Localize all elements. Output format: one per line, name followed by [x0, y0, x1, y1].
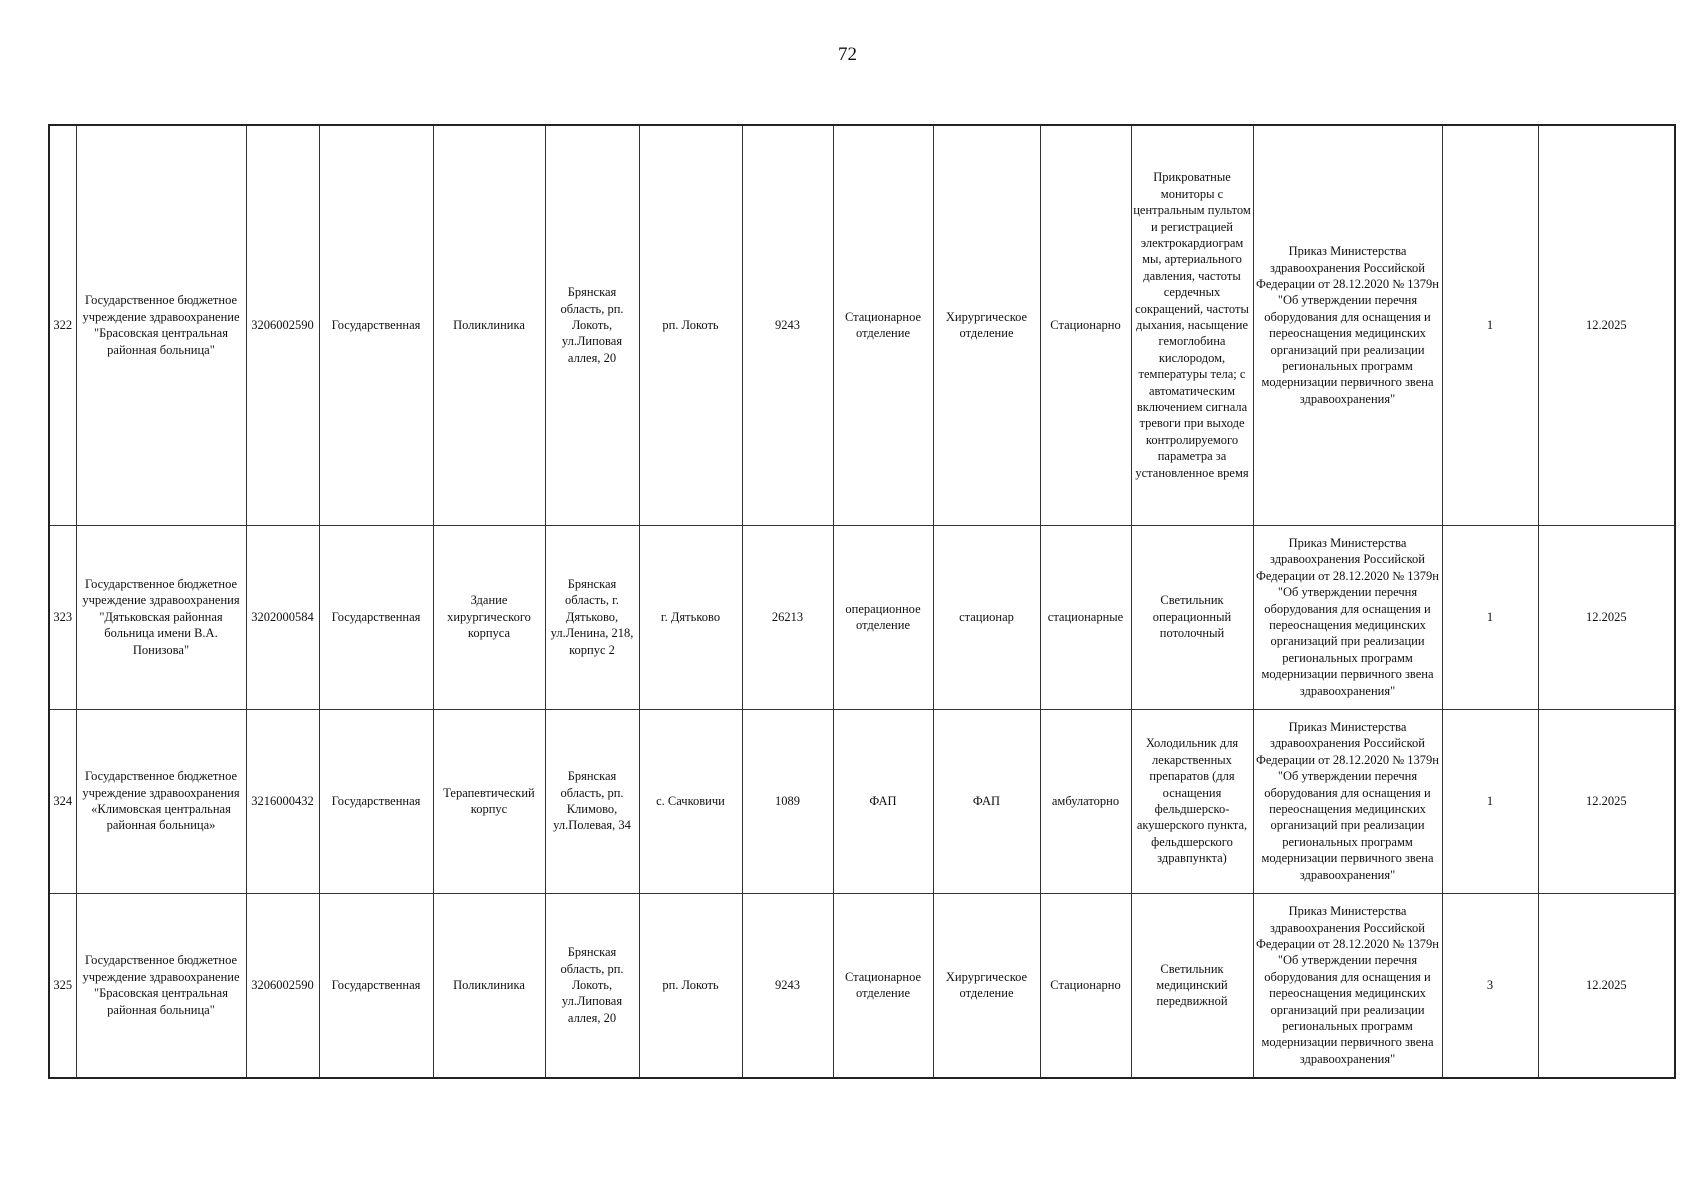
- ownership-form: Государственная: [319, 525, 433, 709]
- population: 9243: [742, 893, 833, 1078]
- locality: рп. Локоть: [639, 125, 742, 525]
- table-row: [49, 893, 1675, 1078]
- care-form: амбулаторно: [1040, 709, 1131, 893]
- institution-name: Государственное бюджетное учреждение здравоохранение "Брасовская центральная районная больница": [76, 125, 246, 525]
- inn-code: 3206002590: [246, 125, 319, 525]
- legal-basis: Приказ Министерства здравоохранения Российской Федерации от 28.12.2020 № 1379н "Об утверждении перечня оборудования для оснащения и переоснащения медицинских организаций при реализации региональных программ модернизации первичного звена здравоохранения": [1253, 893, 1442, 1078]
- ownership-form: Государственная: [319, 893, 433, 1078]
- table-row: [49, 525, 1675, 709]
- address: Брянская область, рп. Локоть, ул.Липовая аллея, 20: [545, 893, 639, 1078]
- equipment-name: Светильник операционный потолочный: [1131, 525, 1253, 709]
- row-number: 325: [49, 893, 76, 1078]
- quantity: 1: [1442, 709, 1538, 893]
- population: 9243: [742, 125, 833, 525]
- building-name: Поликлиника: [433, 893, 545, 1078]
- unit: стационар: [933, 525, 1040, 709]
- institution-name: Государственное бюджетное учреждение здравоохранения «Климовская центральная районная больница»: [76, 709, 246, 893]
- care-form: Стационарно: [1040, 893, 1131, 1078]
- due-date: 12.2025: [1538, 893, 1675, 1078]
- department: Стационарное отделение: [833, 893, 933, 1078]
- legal-basis: Приказ Министерства здравоохранения Российской Федерации от 28.12.2020 № 1379н "Об утверждении перечня оборудования для оснащения и переоснащения медицинских организаций при реализации региональных программ модернизации первичного звена здравоохранения": [1253, 525, 1442, 709]
- unit: Хирургическое отделение: [933, 125, 1040, 525]
- population: 26213: [742, 525, 833, 709]
- inn-code: 3202000584: [246, 525, 319, 709]
- quantity: 1: [1442, 125, 1538, 525]
- care-form: стационарные: [1040, 525, 1131, 709]
- table-row: [49, 125, 1675, 525]
- locality: рп. Локоть: [639, 893, 742, 1078]
- quantity: 1: [1442, 525, 1538, 709]
- due-date: 12.2025: [1538, 525, 1675, 709]
- inn-code: 3206002590: [246, 893, 319, 1078]
- institution-name: Государственное бюджетное учреждение здравоохранение "Брасовская центральная районная больница": [76, 893, 246, 1078]
- inn-code: 3216000432: [246, 709, 319, 893]
- equipment-name: Холодильник для лекарственных препаратов (для оснащения фельдшерско-акушерского пункта, фельдшерского здравпункта): [1131, 709, 1253, 893]
- ownership-form: Государственная: [319, 125, 433, 525]
- equipment-name: Светильник медицинский передвижной: [1131, 893, 1253, 1078]
- legal-basis: Приказ Министерства здравоохранения Российской Федерации от 28.12.2020 № 1379н "Об утверждении перечня оборудования для оснащения и переоснащения медицинских организаций при реализации региональных программ модернизации первичного звена здравоохранения": [1253, 709, 1442, 893]
- ownership-form: Государственная: [319, 709, 433, 893]
- equipment-registry-table: [48, 124, 1676, 1079]
- table-row: [49, 709, 1675, 893]
- row-number: 324: [49, 709, 76, 893]
- equipment-name: Прикроватные мониторы с центральным пультом и регистрацией электрокардиограм мы, артериального давления, частоты сердечных сокращений, частоты дыхания, насыщение гемоглобина кислородом, температуры тела; с автоматическим включением сигнала тревоги при выходе контролируемого параметра за установленное время: [1131, 125, 1253, 525]
- unit: Хирургическое отделение: [933, 893, 1040, 1078]
- department: ФАП: [833, 709, 933, 893]
- building-name: Поликлиника: [433, 125, 545, 525]
- building-name: Терапевтический корпус: [433, 709, 545, 893]
- address: Брянская область, рп. Климово, ул.Полевая, 34: [545, 709, 639, 893]
- address: Брянская область, рп. Локоть, ул.Липовая аллея, 20: [545, 125, 639, 525]
- population: 1089: [742, 709, 833, 893]
- row-number: 322: [49, 125, 76, 525]
- legal-basis: Приказ Министерства здравоохранения Российской Федерации от 28.12.2020 № 1379н "Об утверждении перечня оборудования для оснащения и переоснащения медицинских организаций при реализации региональных программ модернизации первичного звена здравоохранения": [1253, 125, 1442, 525]
- care-form: Стационарно: [1040, 125, 1131, 525]
- due-date: 12.2025: [1538, 125, 1675, 525]
- locality: г. Дятьково: [639, 525, 742, 709]
- building-name: Здание хирургического корпуса: [433, 525, 545, 709]
- due-date: 12.2025: [1538, 709, 1675, 893]
- page-number: 72: [838, 44, 857, 65]
- locality: с. Сачковичи: [639, 709, 742, 893]
- address: Брянская область, г. Дятьково, ул.Ленина, 218, корпус 2: [545, 525, 639, 709]
- institution-name: Государственное бюджетное учреждение здравоохранения "Дятьковская районная больница имени В.А. Понизова": [76, 525, 246, 709]
- department: операционное отделение: [833, 525, 933, 709]
- unit: ФАП: [933, 709, 1040, 893]
- row-number: 323: [49, 525, 76, 709]
- department: Стационарное отделение: [833, 125, 933, 525]
- quantity: 3: [1442, 893, 1538, 1078]
